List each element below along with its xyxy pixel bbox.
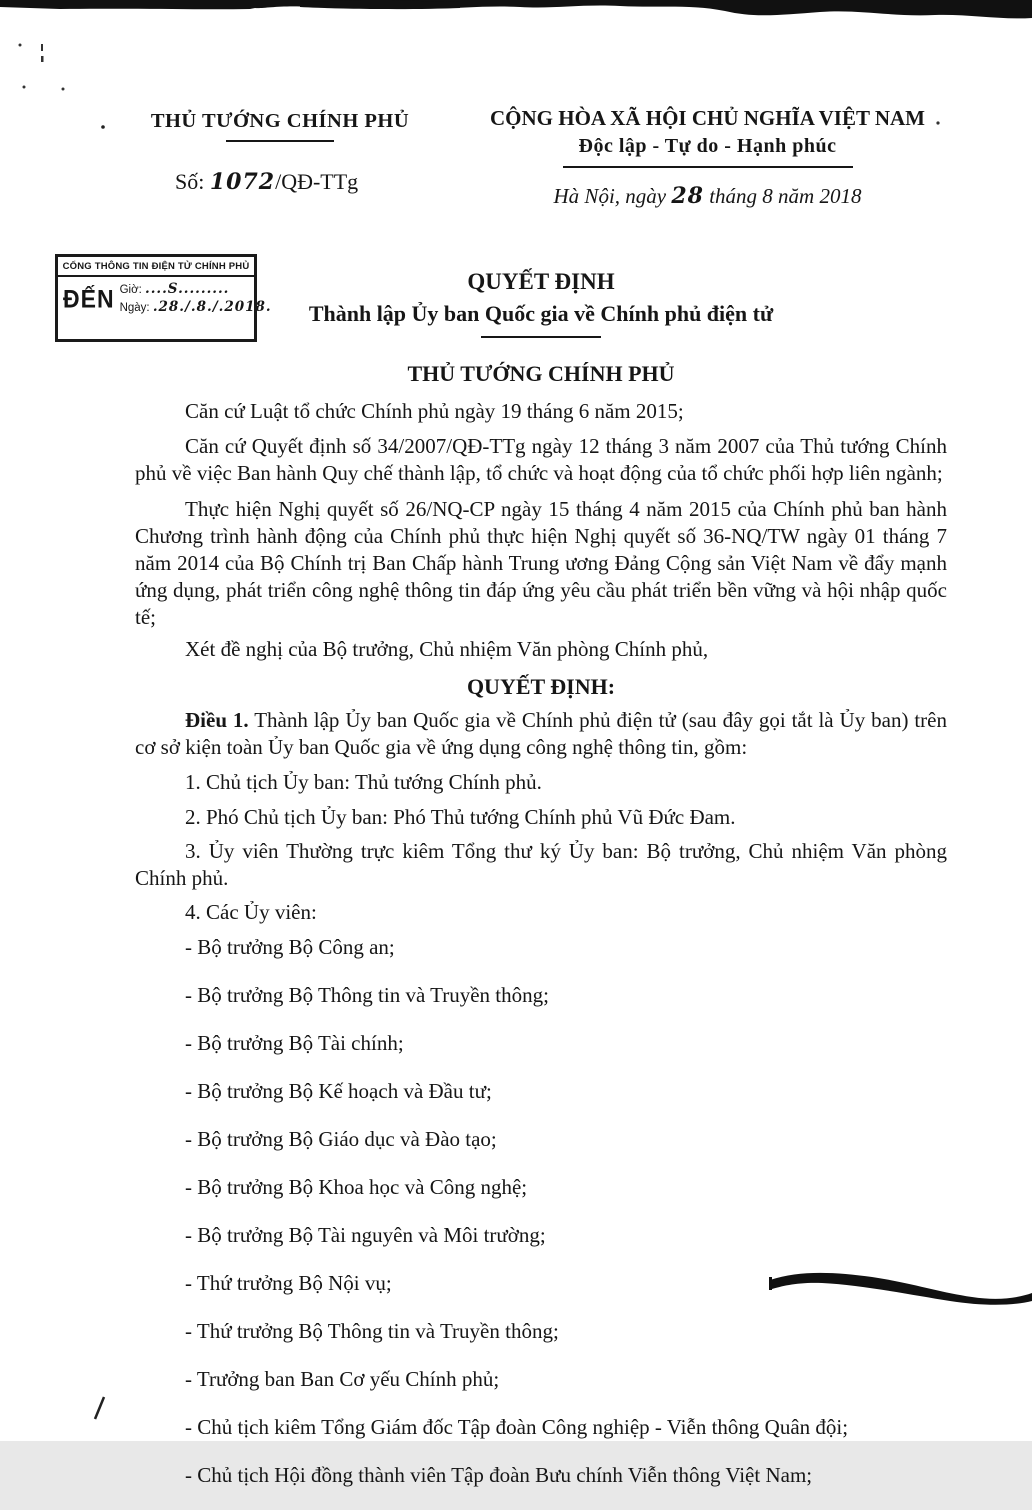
member-item: - Bộ trưởng Bộ Khoa học và Công nghệ; — [185, 1175, 528, 1199]
document-number — [95, 169, 465, 195]
stamp-date-label: Ngày: — [119, 302, 153, 314]
member-item: - Bộ trưởng Bộ Tài nguyên và Môi trường; — [185, 1223, 546, 1247]
scan-top-edge-blob — [300, 1, 460, 10]
date-day-handwritten: 28 — [671, 183, 704, 209]
issuing-authority: THỦ TƯỚNG CHÍNH PHỦ — [150, 110, 410, 132]
member-item: - Bộ trưởng Bộ Giáo dục và Đào tạo; — [185, 1127, 497, 1151]
doc-number-suffix: /QĐ-TTg — [275, 169, 359, 194]
member-item: - Thứ trưởng Bộ Thông tin và Truyền thông; — [185, 1319, 559, 1343]
stamp-hour-value: ....S......... — [145, 281, 230, 297]
speck — [19, 44, 22, 47]
date-prefix: Hà Nội, ngày — [553, 184, 672, 208]
stamp-hour-label: Giờ: — [119, 284, 145, 296]
article-1-label: Điều 1. — [185, 708, 249, 732]
member-item: - Bộ trưởng Bộ Kế hoạch và Đầu tư; — [185, 1079, 492, 1103]
article-1 — [135, 707, 947, 761]
place-and-date — [475, 183, 940, 209]
preamble-paragraph: Căn cứ Luật tổ chức Chính phủ ngày 19 tháng 6 năm 2015; — [185, 399, 684, 423]
handwritten-slash — [95, 1397, 104, 1419]
header-left-rule — [226, 140, 334, 142]
member-item: - Thứ trưởng Bộ Nội vụ; — [185, 1271, 392, 1295]
preamble-paragraph: Căn cứ Quyết định số 34/2007/QĐ-TTg ngày 12 tháng 3 năm 2007 của Thủ tướng Chính phủ về việc Ban hành Quy chế thành lập, tổ chức và hoạt động của tổ chức phối hợp liên ngành; — [135, 434, 947, 485]
member-item: - Bộ trưởng Bộ Công an; — [185, 935, 395, 959]
national-motto-line2: Độc lập - Tự do - Hạnh phúc — [578, 135, 837, 157]
header-left — [95, 110, 465, 195]
speck — [41, 44, 43, 51]
title-rule — [481, 336, 601, 338]
member-item: - Bộ trưởng Bộ Thông tin và Truyền thông; — [185, 983, 549, 1007]
preamble-paragraph: Thực hiện Nghị quyết số 26/NQ-CP ngày 15 tháng 4 năm 2015 của Chính phủ ban hành Chương trình hành động của Chính phủ thực hiện Nghị quyết số 36-NQ/TW ngày 01 tháng 7 năm 2014 của Bộ Chính trị Ban Chấp hành Trung ương Đảng Cộng sản Việt Nam về đẩy mạnh ứng dụng, phát triển công nghệ thông tin đáp ứng yêu cầu phát triển bền vững và hội nhập quốc tế; — [135, 497, 947, 629]
preamble-paragraph: Xét đề nghị của Bộ trưởng, Chủ nhiệm Văn phòng Chính phủ, — [185, 637, 709, 661]
doc-number-value: 1072 — [209, 169, 276, 195]
speck — [41, 56, 44, 62]
speck — [62, 88, 65, 91]
document-type-title: QUYẾT ĐỊNH — [467, 269, 615, 294]
article-1-text: Thành lập Ủy ban Quốc gia về Chính phủ điện tử (sau đây gọi tắt là Ủy ban) trên cơ sở kiện toàn Ủy ban Quốc gia về ứng dụng công nghệ thông tin, gồm: — [135, 708, 947, 759]
issuer-heading: THỦ TƯỚNG CHÍNH PHỦ — [407, 361, 675, 386]
national-motto-line1: CỘNG HÒA XÃ HỘI CHỦ NGHĨA VIỆT NAM — [489, 106, 926, 130]
member-item: - Chủ tịch Hội đồng thành viên Tập đoàn Bưu chính Viễn thông Việt Nam; — [185, 1463, 813, 1487]
decision-heading: QUYẾT ĐỊNH: — [466, 674, 616, 699]
committee-item: 2. Phó Chủ tịch Ủy ban: Phó Thủ tướng Chính phủ Vũ Đức Đam. — [185, 805, 736, 829]
stamp-den-label: ĐẾN — [63, 284, 115, 313]
member-item: - Trưởng ban Ban Cơ yếu Chính phủ; — [185, 1367, 500, 1391]
stamp-date-value: .28./.8./.2018. — [152, 299, 272, 315]
committee-item: 1. Chủ tịch Ủy ban: Thủ tướng Chính phủ. — [185, 770, 542, 794]
date-suffix: tháng 8 năm 2018 — [703, 184, 862, 208]
speck — [23, 86, 26, 89]
committee-item: 4. Các Ủy viên: — [185, 900, 317, 924]
document-subject-title: Thành lập Ủy ban Quốc gia về Chính phủ điện tử — [308, 301, 774, 326]
member-item: - Chủ tịch kiêm Tổng Giám đốc Tập đoàn Công nghiệp - Viễn thông Quân đội; — [185, 1415, 849, 1439]
committee-item: 3. Ủy viên Thường trực kiêm Tổng thư ký Ủy ban: Bộ trưởng, Chủ nhiệm Văn phòng Chính phủ. — [135, 839, 947, 890]
header-right-rule — [563, 166, 853, 168]
document-body — [135, 262, 947, 1510]
header-right — [475, 106, 940, 209]
doc-number-label: Số: — [175, 169, 210, 194]
member-item: - Bộ trưởng Bộ Tài chính; — [185, 1031, 404, 1055]
scan-top-edge — [0, 0, 1032, 18]
stamp-org: CỔNG THÔNG TIN ĐIỆN TỬ CHÍNH PHỦ — [58, 257, 254, 277]
